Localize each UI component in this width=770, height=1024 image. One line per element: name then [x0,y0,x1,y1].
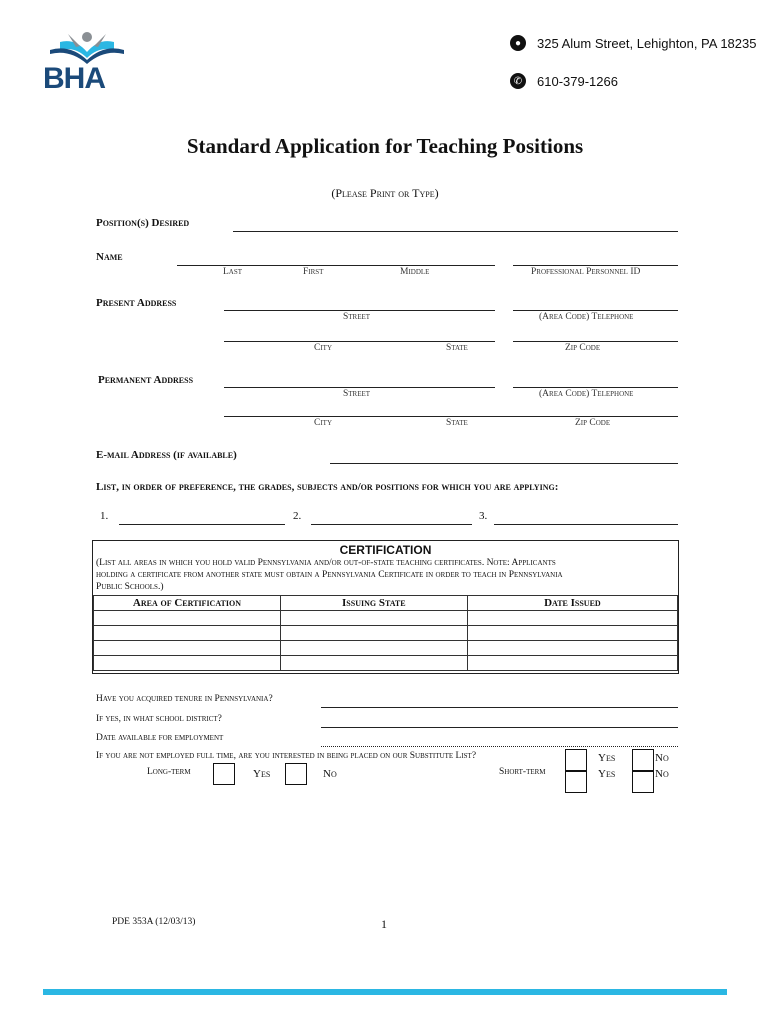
logo-icon [40,30,135,66]
form-id: PDE 353A (12/03/13) [112,917,196,927]
pref-3-field[interactable] [494,524,678,525]
present-zip-field[interactable] [513,341,678,342]
long-term-yes-checkbox[interactable] [213,763,235,785]
phone-sublabel: (Area Code) Telephone [539,312,634,322]
name-label: Name [96,251,123,263]
tenure-field[interactable] [321,707,678,708]
table-header-row [94,596,678,611]
street-sublabel-2: Street [343,389,371,399]
street-sublabel: Street [343,312,371,322]
positions-label: Position(s) Desired [96,217,190,229]
short-term-yes-checkbox[interactable] [565,771,587,793]
pref-1-field[interactable] [119,524,285,525]
certification-table [93,595,678,671]
short-term-no-checkbox[interactable] [632,771,654,793]
permanent-street-field[interactable] [224,387,495,388]
permanent-address-label: Permanent Address [98,374,194,386]
email-label: E-mail Address (if available) [96,449,237,461]
first-sublabel: First [303,267,324,277]
certification-note-2: holding a certificate from another state must obtain a Pennsylvania Certificate in order to teach in Pennsylvania [96,570,563,580]
permanent-city-field[interactable] [224,416,678,417]
long-term-no-label: No [323,768,337,780]
name-field[interactable] [177,265,495,266]
certification-section [92,540,679,674]
short-term-yes-label: Yes [598,768,616,780]
phone-icon: ✆ [510,73,526,89]
col-date: Date Issued [467,596,677,611]
phone-text: 610-379-1266 [537,74,618,89]
short-term-no-label: No [655,768,669,780]
long-term-no-checkbox[interactable] [285,763,307,785]
page-number: 1 [381,917,387,931]
zip-sublabel-2: Zip Code [575,418,611,428]
table-row[interactable] [94,626,678,641]
last-sublabel: Last [223,267,243,277]
city-sublabel-2: City [314,418,332,428]
certification-heading: CERTIFICATION [339,543,432,557]
logo [40,30,135,94]
logo-text: BHA [43,62,105,95]
date-available-label: Date available for employment [96,733,224,743]
phone-sublabel-2: (Area Code) Telephone [539,389,634,399]
positions-field[interactable] [233,231,678,232]
state-sublabel-2: State [446,418,468,428]
short-term-no-label-top: No [655,752,669,764]
long-term-label: Long-term [147,767,191,777]
list-pref-label: List, in order of preference, the grades, subjects and/or positions for which you are applying: [96,481,559,493]
district-label: If yes, in what school district? [96,714,222,724]
middle-sublabel: Middle [400,267,430,277]
permanent-phone-field[interactable] [513,387,678,388]
col-state: Issuing State [280,596,467,611]
long-term-yes-label: Yes [253,768,271,780]
pref-2-label: 2. [293,510,302,522]
date-available-field[interactable] [321,746,678,747]
short-term-no-checkbox-top[interactable] [632,749,654,771]
footer-accent-bar [43,989,727,995]
table-row[interactable] [94,611,678,626]
short-term-yes-label-top: Yes [598,752,616,764]
present-address-label: Present Address [96,297,177,309]
address-text: 325 Alum Street, Lehighton, PA 18235 [537,36,757,51]
district-field[interactable] [321,727,678,728]
certification-note-1: (List all areas in which you hold valid Pennsylvania and/or out-of-state teaching certificates. Note: Applicants [96,558,556,568]
personnel-id-field[interactable] [513,265,678,266]
city-sublabel: City [314,343,332,353]
instruction: (Please Print or Type) [331,186,439,200]
substitute-label: If you are not employed full time, are you interested in being placed on our Substitute List? [96,751,477,761]
pref-3-label: 3. [479,510,488,522]
table-row[interactable] [94,656,678,671]
present-street-field[interactable] [224,310,495,311]
present-phone-field[interactable] [513,310,678,311]
personnel-id-sublabel: Professional Personnel ID [531,267,641,277]
page-title: Standard Application for Teaching Positions [186,134,584,158]
certification-note-3: Public Schools.) [96,582,164,592]
short-term-yes-checkbox-top[interactable] [565,749,587,771]
pref-1-label: 1. [100,510,109,522]
short-term-label: Short-term [499,767,546,777]
zip-sublabel: Zip Code [565,343,601,353]
table-row[interactable] [94,641,678,656]
location-pin-icon: ● [510,35,526,51]
col-area: Area of Certification [94,596,281,611]
present-city-field[interactable] [224,341,495,342]
state-sublabel: State [446,343,468,353]
pref-2-field[interactable] [311,524,472,525]
email-field[interactable] [330,463,678,464]
tenure-label: Have you acquired tenure in Pennsylvania? [96,694,273,704]
